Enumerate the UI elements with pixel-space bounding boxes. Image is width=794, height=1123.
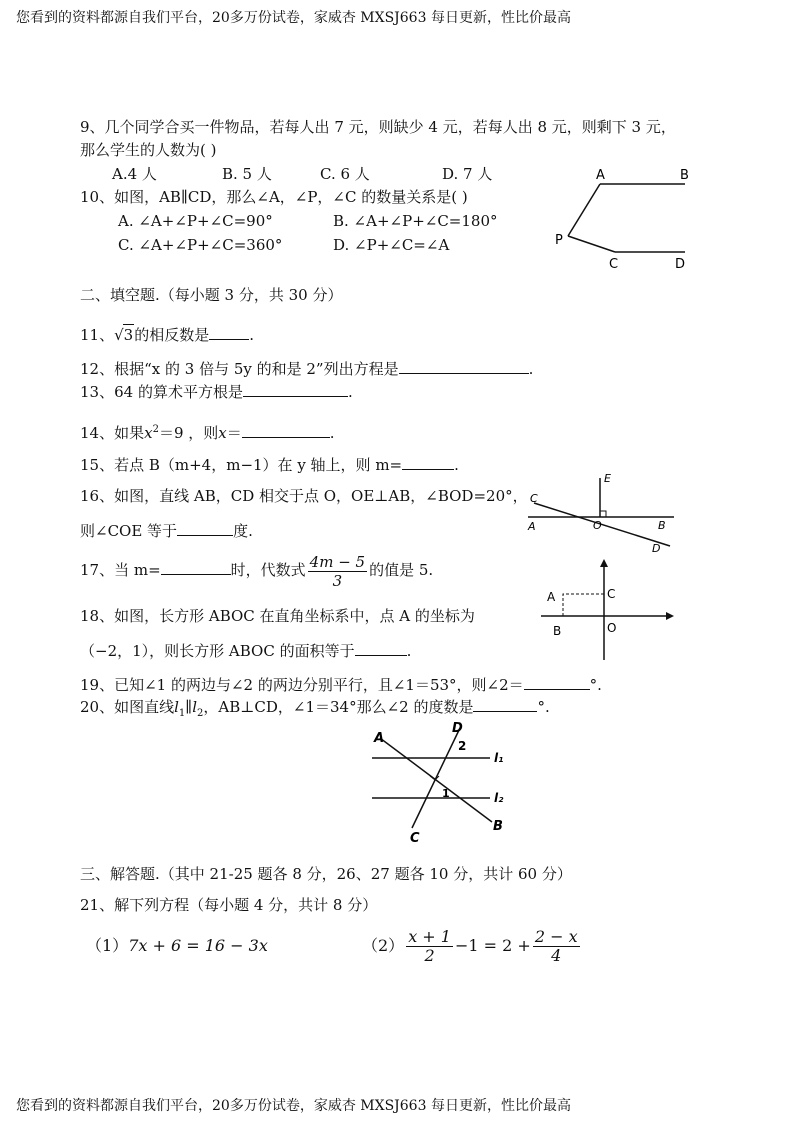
q16-label-e: E (604, 472, 611, 485)
q12-line (80, 359, 533, 379)
q16-label-c: C (530, 492, 538, 505)
q17-numerator: 4m − 5 (309, 552, 366, 571)
q10-label-d: D (675, 257, 686, 272)
q12-end: . (528, 360, 534, 378)
q16-label-d: D (652, 542, 661, 555)
q20-label-d: D (452, 721, 463, 736)
q20-parallel: ∥ (185, 698, 193, 716)
q21-part2-den1: 2 (424, 946, 435, 965)
q21-part2-num2: 2 − x (534, 927, 578, 946)
q17-fraction (308, 553, 367, 590)
section3-title: 三、解答题.（其中 21-25 题各 8 分，26、27 题各 10 分，共计 60 分） (80, 865, 572, 883)
q11-end: . (249, 326, 254, 344)
q14-mid: ＝9 ，则 (158, 424, 219, 442)
q18-figure (536, 555, 676, 665)
q20-label-angle1: 1 (442, 787, 450, 800)
q17-answer-blank[interactable] (161, 560, 231, 575)
q9-line2: 那么学生的人数为( ) (80, 141, 217, 159)
q21-part2-mid: −1 = 2 + (454, 936, 531, 955)
q20-label-a: A (374, 731, 385, 746)
q13-end: . (347, 383, 353, 401)
q14-end: . (329, 424, 335, 442)
q21-part2-label: （2） (362, 936, 405, 955)
q10-option-c: C. ∠A+∠P+∠C=360° (118, 236, 283, 254)
header-banner: 您看到的资料都源自我们平台，20多万份试卷，家威杏 MXSJ663 每日更新，性比价最高 (16, 10, 571, 26)
q20-l2-sub: 2 (197, 708, 204, 719)
q10-figure (550, 162, 700, 277)
footer-banner: 您看到的资料都源自我们平台，20多万份试卷，家威杏 MXSJ663 每日更新，性比价最高 (16, 1098, 571, 1114)
q16-line2-post: 度. (233, 522, 253, 540)
q15-line (80, 455, 459, 475)
q9-option-b: B. 5 人 (222, 165, 272, 183)
q15-text: 15、若点 B（m+4，m−1）在 y 轴上，则 m= (80, 456, 403, 474)
q18-line1: 18、如图，长方形 ABOC 在直角坐标系中，点 A 的坐标为 (80, 607, 475, 625)
q21-part2-fraction2 (533, 928, 580, 965)
q20-l2: l (192, 698, 198, 716)
q10-label-p: P (555, 233, 563, 248)
q19-answer-blank[interactable] (524, 675, 590, 690)
q20-answer-blank[interactable] (473, 697, 537, 712)
q11-line (80, 324, 254, 345)
q21-part1-label: （1） (86, 936, 129, 955)
q21-part2-num1: x + 1 (408, 927, 451, 946)
q10-option-b: B. ∠A+∠P+∠C=180° (333, 212, 498, 230)
q20-figure (362, 718, 522, 846)
q15-end: . (454, 456, 459, 474)
q20-label-l1: l₁ (494, 751, 504, 765)
q10-label-b: B (680, 168, 689, 183)
q20-end: °. (537, 698, 550, 716)
q9-line1: 9、几个同学合买一件物品，若每人出 7 元，则缺少 4 元，若每人出 8 元，则剩下 3 元， (80, 118, 676, 136)
q10-label-c: C (609, 257, 619, 272)
q16-figure (522, 470, 682, 560)
q11-radicand: 3 (123, 326, 134, 344)
q18-line2-end: . (406, 642, 412, 660)
q9-option-c: C. 6 人 (320, 165, 370, 183)
q21-part2-den2: 4 (551, 946, 562, 965)
q14-var-x: x (144, 424, 153, 442)
q18-answer-blank[interactable] (355, 641, 407, 656)
q9-option-a: A.4 人 (112, 165, 157, 183)
q10-option-a: A. ∠A+∠P+∠C=90° (118, 212, 273, 230)
q17-post: 的值是 5. (369, 561, 434, 579)
q10-label-a: A (596, 168, 605, 183)
q21-part2-fraction1 (406, 928, 453, 965)
q20-pre: 20、如图直线 (80, 698, 175, 716)
q11-text: 的相反数是 (134, 326, 210, 344)
q20-label-b: B (493, 819, 503, 834)
q9-option-d: D. 7 人 (442, 165, 493, 183)
q20-label-angle2: 2 (458, 739, 467, 753)
q20-post: ，AB⊥CD，∠1＝34°那么∠2 的度数是 (203, 698, 474, 716)
q15-answer-blank[interactable] (402, 455, 454, 470)
q16-line2-pre: 则∠COE 等于 (80, 522, 178, 540)
q12-text: 12、根据“x 的 3 倍与 5y 的和是 2”列出方程是 (80, 360, 399, 378)
sqrt-symbol: √ (114, 326, 124, 344)
q18-line2 (80, 641, 411, 661)
q16-label-b: B (658, 519, 666, 532)
q19-pre: 19、已知∠1 的两边与∠2 的两边分别平行，且∠1＝53°，则∠2＝ (80, 676, 524, 694)
q18-label-o: O (607, 621, 617, 635)
q16-answer-blank[interactable] (177, 521, 233, 536)
q10-option-d: D. ∠P+∠C=∠A (333, 236, 450, 254)
q21-part2 (362, 922, 582, 970)
q17-denominator: 3 (332, 571, 343, 590)
q20-label-c: C (410, 831, 420, 846)
q11-number: 11、 (80, 326, 115, 344)
q14-answer-blank[interactable] (242, 423, 330, 438)
q17-pre: 17、当 m= (80, 561, 161, 579)
q13-text: 13、64 的算术平方根是 (80, 383, 243, 401)
q21-part1 (86, 936, 268, 956)
q14-pre: 14、如果 (80, 424, 145, 442)
q18-line2-pre: （−2，1），则长方形 ABOC 的面积等于 (80, 642, 355, 660)
q12-answer-blank[interactable] (399, 359, 529, 374)
q20-l1: l (174, 698, 179, 716)
q17-mid: 时，代数式 (230, 561, 306, 579)
q16-line2 (80, 521, 253, 541)
q14-var-x2: x (218, 424, 227, 442)
q18-label-c: C (607, 587, 616, 601)
q16-label-o: O (593, 519, 602, 532)
q13-line (80, 382, 353, 402)
q16-label-a: A (528, 520, 536, 533)
q14-eq: ＝ (226, 424, 242, 442)
q10-stem: 10、如图，AB∥CD，那么∠A，∠P，∠C 的数量关系是( ) (80, 188, 468, 206)
q20-label-l2: l₂ (494, 791, 504, 805)
q16-line1: 16、如图，直线 AB，CD 相交于点 O，OE⊥AB，∠BOD=20°， (80, 487, 528, 505)
q11-answer-blank[interactable] (209, 325, 249, 340)
q21-stem: 21、解下列方程（每小题 4 分，共计 8 分） (80, 896, 378, 914)
section2-title: 二、填空题.（每小题 3 分，共 30 分） (80, 286, 343, 304)
q18-label-b: B (553, 624, 562, 638)
q19-end: °. (589, 676, 602, 694)
q17-line (80, 552, 433, 590)
q19-line (80, 675, 602, 695)
q18-label-a: A (547, 590, 556, 604)
q21-part1-equation: 7x + 6 = 16 − 3x (128, 936, 268, 955)
q14-exponent: 2 (152, 424, 159, 435)
q20-l1-sub: 1 (178, 708, 186, 719)
q14-line (80, 420, 335, 443)
q13-answer-blank[interactable] (243, 382, 348, 397)
